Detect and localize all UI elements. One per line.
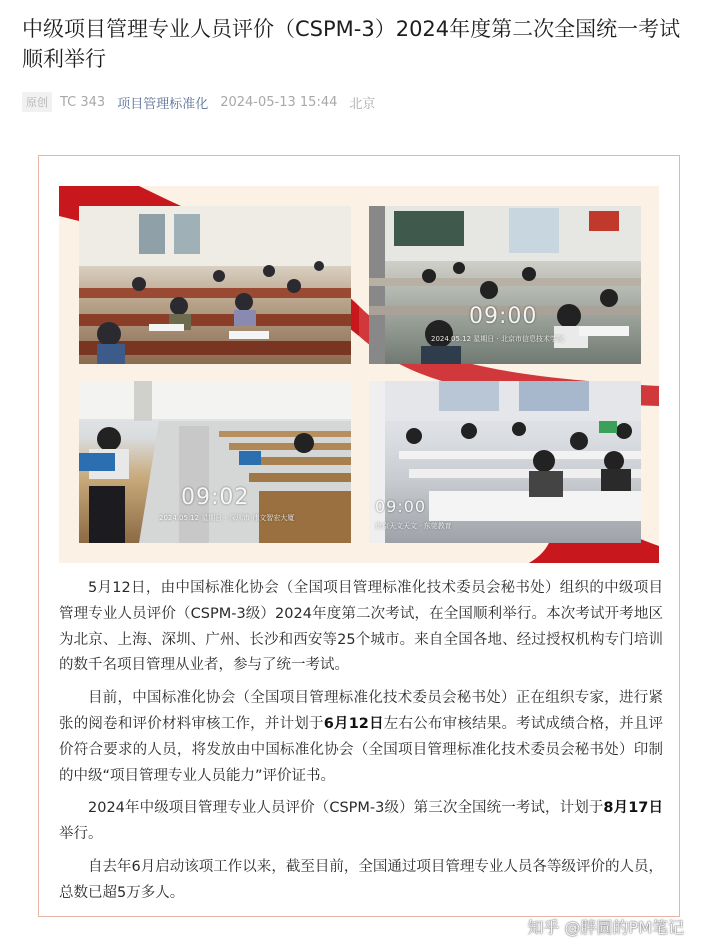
photo-caption: 2024.05.12 星期日 · 北京市信息技术学院 xyxy=(431,335,564,343)
photo-caption: 南京天文天文 · 东莞教育 xyxy=(375,522,452,530)
next-exam-date: 8月17日 xyxy=(603,800,663,817)
photo-caption: 2024.05.12 星期日 · 深圳市·伟文智宏大厦 xyxy=(159,514,295,522)
author-name: TC 343 xyxy=(60,94,106,110)
exam-photo-1 xyxy=(79,206,351,364)
paragraph-2: 目前，中国标准化协会（全国项目管理标准化技术委员会秘书处）正在组织专家，进行紧张的阅卷和评价材料审核工作，并计划于6月12日左右公布审核结果。考试成绩合格，并且评价符合要求的人员，将发放由中国标准化协会（全国项目管理标准化技术委员会秘书处）印制的中级“项目管理专业人员能力”评价证书。 xyxy=(59,690,663,784)
paragraph-4: 自去年6月启动该项工作以来，截至目前，全国通过项目管理专业人员各等级评价的人员，总数已超5万多人。 xyxy=(59,858,663,901)
paragraph-1: 5月12日，由中国标准化协会（全国项目管理标准化技术委员会秘书处）组织的中级项目管理专业人员评价（CSPM-3级）2024年度第二次考试，在全国顺利举行。本次考试开考地区为北京、上海、深圳、广州、长沙和西安等25个城市。来自全国各地、经过授权机构专门培训的数千名项目管理从业者，参与了统一考试。 xyxy=(59,580,663,674)
exam-photo-4 xyxy=(369,381,641,543)
exam-photo-2 xyxy=(369,206,641,364)
publish-datetime: 2024-05-13 15:44 xyxy=(220,94,338,110)
paragraph-3: 2024年中级项目管理专业人员评价（CSPM-3级）第三次全国统一考试，计划于8月17日举行。 xyxy=(59,800,663,843)
zhihu-watermark: 知乎 @胖圆的PM笔记 xyxy=(527,918,684,937)
photo-time-stamp: 09:00 xyxy=(469,304,538,329)
original-badge: 原创 xyxy=(22,92,52,112)
photo-time-stamp: 09:02 xyxy=(181,485,250,510)
account-link[interactable]: 项目管理标准化 xyxy=(117,96,209,112)
result-date: 6月12日 xyxy=(323,715,384,732)
article-body xyxy=(59,576,663,914)
article-meta xyxy=(22,92,375,112)
article-title: 中级项目管理专业人员评价（CSPM-3）2024年度第二次全国统一考试顺利举行 xyxy=(22,17,681,71)
publish-location: 北京 xyxy=(349,96,376,112)
photo-banner xyxy=(59,186,659,563)
exam-photo-3 xyxy=(79,381,351,543)
photo-time-stamp: 09:00 xyxy=(375,497,427,516)
